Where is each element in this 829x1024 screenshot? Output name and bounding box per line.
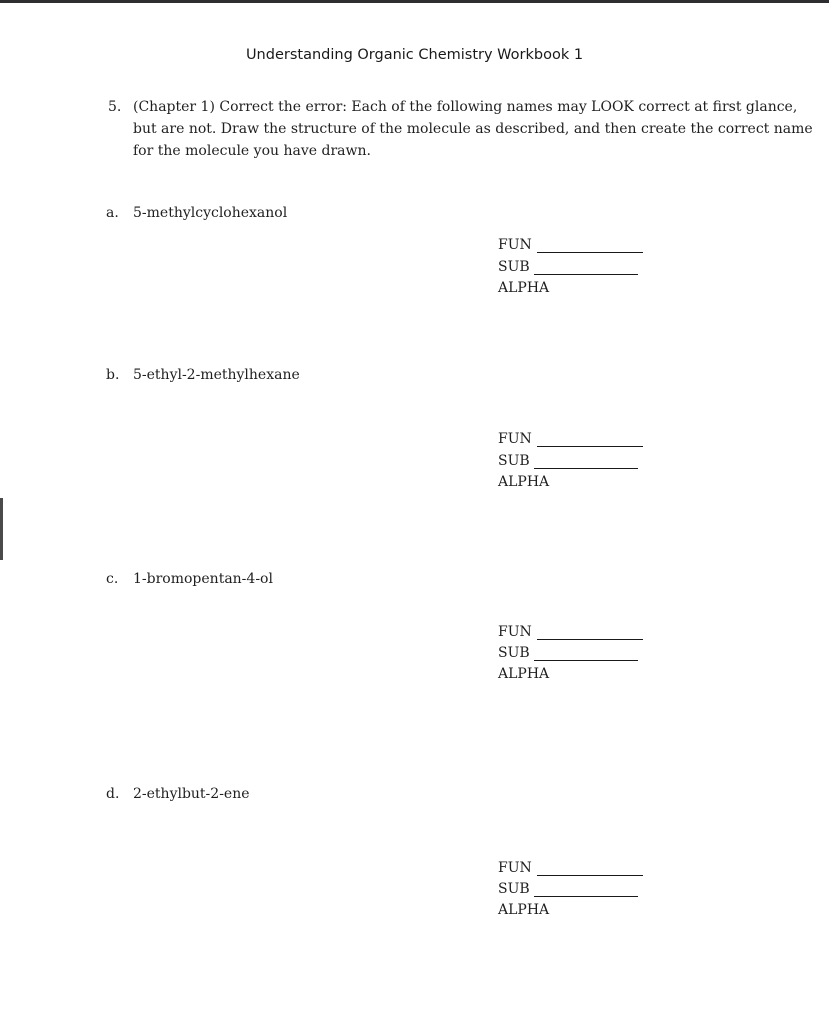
item-b-sub-blank[interactable] [534, 468, 638, 469]
item-a-name: 5-methylcyclohexanol [133, 205, 288, 221]
item-a-sub-label: SUB [498, 259, 530, 275]
item-b-letter: b. [106, 367, 120, 383]
question-line-2: but are not. Draw the structure of the molecule as described, and then create the correct name [133, 121, 813, 137]
question-number: 5. [108, 99, 122, 115]
item-d-fun-label: FUN [498, 860, 532, 876]
item-c-name: 1-bromopentan-4-ol [133, 571, 273, 587]
item-c-sub-blank[interactable] [534, 660, 638, 661]
item-c-fun-blank[interactable] [537, 639, 643, 640]
top-border [0, 0, 829, 3]
left-scroll-marker [0, 498, 3, 560]
item-c-sub-label: SUB [498, 645, 530, 661]
item-a-alpha-label: ALPHA [498, 280, 550, 296]
item-c-letter: c. [106, 571, 119, 587]
item-a-fun-label: FUN [498, 237, 532, 253]
question-line-3: for the molecule you have drawn. [133, 143, 371, 159]
item-a-fun-blank[interactable] [537, 252, 643, 253]
item-d-sub-label: SUB [498, 881, 530, 897]
item-a-sub-blank[interactable] [534, 274, 638, 275]
item-b-name: 5-ethyl-2-methylhexane [133, 367, 300, 383]
item-b-alpha-label: ALPHA [498, 474, 550, 490]
item-d-letter: d. [106, 786, 120, 802]
item-d-sub-blank[interactable] [534, 896, 638, 897]
item-b-sub-label: SUB [498, 453, 530, 469]
item-a-letter: a. [106, 205, 119, 221]
item-b-fun-label: FUN [498, 431, 532, 447]
question-line-1: (Chapter 1) Correct the error: Each of the following names may LOOK correct at first glance, [133, 99, 798, 115]
item-d-fun-blank[interactable] [537, 875, 643, 876]
item-d-name: 2-ethylbut-2-ene [133, 786, 250, 802]
item-c-fun-label: FUN [498, 624, 532, 640]
item-d-alpha-label: ALPHA [498, 902, 550, 918]
item-c-alpha-label: ALPHA [498, 666, 550, 682]
page-header: Understanding Organic Chemistry Workbook 1 [245, 47, 584, 63]
item-b-fun-blank[interactable] [537, 446, 643, 447]
